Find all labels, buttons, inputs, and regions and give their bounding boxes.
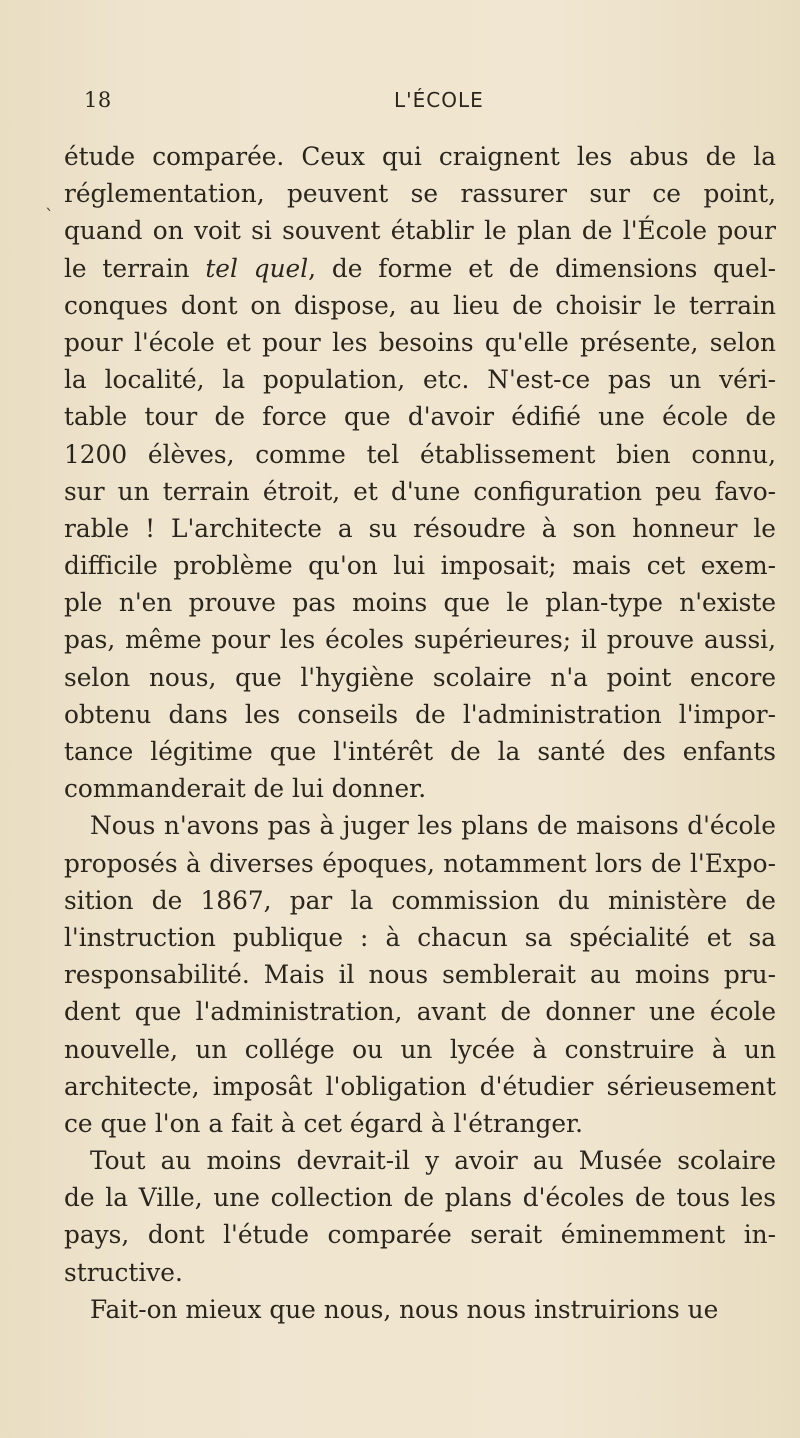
text-line: de la Ville, une collection de plans d'écoles de tous les — [64, 1183, 776, 1213]
text-line: tance légitime que l'intérêt de la santé des enfants — [64, 737, 776, 766]
text-line: table tour de force que d'avoir édifié une école de — [64, 402, 776, 432]
text-line: rable ! L'architecte a su résoudre à son honneur le — [64, 513, 776, 543]
text-segment: , de forme et de dimensions quel- — [308, 253, 777, 283]
text-line: pas, même pour les écoles supérieures; il prouve aussi, — [64, 625, 776, 655]
body-text — [64, 138, 776, 1328]
text-line: selon nous, que l'hygiène scolaire n'a point encore — [64, 662, 776, 692]
text-line: difficile problème qu'on lui imposait; mais cet exem- — [64, 551, 776, 581]
text-line: responsabilité. Mais il nous semblerait au moins pru- — [64, 960, 776, 990]
text-line: conques dont on dispose, au lieu de choisir le terrain — [64, 290, 776, 320]
text-line: réglementation, peuvent se rassurer sur ce point, — [64, 179, 776, 209]
text-line: obtenu dans les conseils de l'administration l'impor- — [64, 699, 776, 729]
text-line: pays, dont l'étude comparée serait éminemment in- — [64, 1220, 776, 1250]
page-number: 18 — [84, 88, 112, 112]
text-segment: le terrain — [64, 253, 206, 283]
text-line: la localité, la population, etc. N'est-ce pas un véri- — [64, 365, 776, 395]
text-line: structive. — [64, 1257, 183, 1287]
text-line: architecte, imposât l'obligation d'étudier sérieusement — [64, 1071, 776, 1101]
text-line: pour l'école et pour les besoins qu'elle présente, selon — [64, 327, 776, 357]
text-line: nouvelle, un collége ou un lycée à construire à un — [64, 1034, 776, 1064]
text-line: Tout au moins devrait-il y avoir au Musée scolaire — [90, 1146, 776, 1176]
text-line: dent que l'administration, avant de donner une école — [64, 997, 776, 1027]
text-line: proposés à diverses époques, notamment lors de l'Expo- — [64, 848, 776, 878]
page-header — [64, 88, 776, 118]
text-line: Nous n'avons pas à juger les plans de maisons d'école — [90, 811, 776, 841]
text-line: ple n'en prouve pas moins que le plan-type n'existe — [64, 588, 776, 618]
text-line — [64, 250, 776, 287]
text-line: l'instruction publique : à chacun sa spécialité et sa — [64, 922, 776, 952]
italic-phrase: tel quel — [205, 253, 309, 283]
text-line: Fait-on mieux que nous, nous nous instruirions ue — [90, 1294, 719, 1324]
text-line: quand on voit si souvent établir le plan de l'École pour — [64, 216, 776, 246]
text-line: sition de 1867, par la commission du ministère de — [64, 885, 776, 915]
text-line: étude comparée. Ceux qui craignent les abus de la — [64, 142, 776, 171]
text-line: ce que l'on a fait à cet égard à l'étranger. — [64, 1108, 584, 1138]
text-line: sur un terrain étroit, et d'une configuration peu favo- — [64, 476, 776, 506]
margin-mark: ` — [45, 206, 54, 227]
running-title: L'ÉCOLE — [394, 88, 484, 112]
text-line: 1200 élèves, comme tel établissement bien connu, — [64, 439, 776, 469]
text-line: commanderait de lui donner. — [64, 774, 427, 804]
